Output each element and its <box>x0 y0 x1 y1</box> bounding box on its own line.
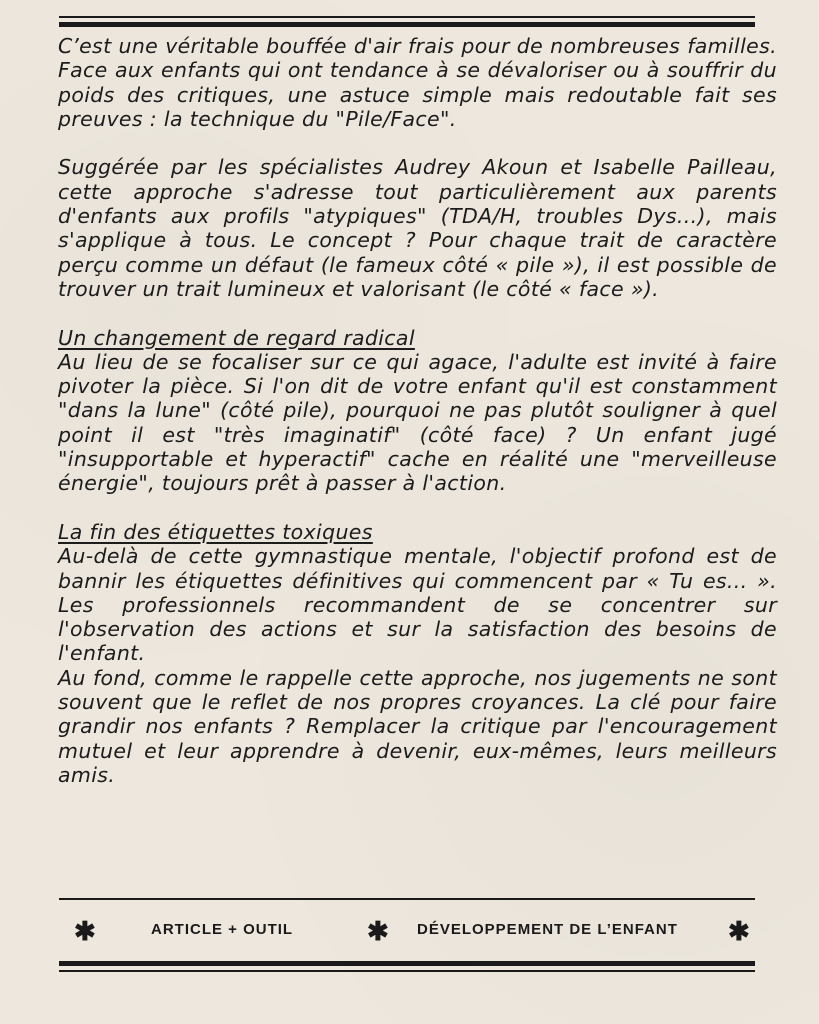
top-rule-thick <box>59 22 755 27</box>
article-body <box>58 34 777 787</box>
footer-tag-developpement: DÉVELOPPEMENT DE L’ENFANT <box>417 921 678 938</box>
section-heading-1: Un changement de regard radical <box>58 325 415 350</box>
section-1-body: Au lieu de se focaliser sur ce qui agace, l'adulte est invité à faire pivoter la pièce. Si l'on dit de votre enfant qu'il est constamment "dans la lune" (côté pile), pourquoi ne pas plutôt souligner à quel point il est "très imaginatif" (côté face) ? Un enfant jugé "insupportable et hyperactif" cache en réalité une "merveilleuse énergie", toujours prêt à passer à l'action. <box>58 349 777 496</box>
footer-rule-top <box>59 898 755 900</box>
intro-paragraph: C’est une véritable bouffée d'air frais pour de nombreuses familles. Face aux enfants qui ont tendance à se dévaloriser ou à souffrir du poids des critiques, une astuce simple mais redoutable fait ses preuves : la technique du "Pile/Face". <box>58 34 777 131</box>
footer-rule-thick <box>59 961 755 966</box>
section-2-body-1: Au-delà de cette gymnastique mentale, l'objectif profond est de bannir les étiquettes définitives qui commencent par « Tu es... ». Les professionnels recommandent de se concentrer sur l'observation des actions et sur la satisfaction des besoins de l'enfant. <box>58 544 777 666</box>
footer-tag-article-outil: ARTICLE + OUTIL <box>151 921 294 938</box>
footer-rule-thin <box>59 970 755 972</box>
paragraph-2: Suggérée par les spécialistes Audrey Akoun et Isabelle Pailleau, cette approche s'adresse tout particulièrement aux parents d'enfants aux profils "atypiques" (TDA/H, troubles Dys...), mais s'applique à tous. Le concept ? Pour chaque trait de caractère perçu comme un défaut (le fameux côté « pile »), il est possible de trouver un trait lumineux et valorisant (le côté « face »). <box>58 155 777 301</box>
section-2-body-2: Au fond, comme le rappelle cette approche, nos jugements ne sont souvent que le reflet de nos propres croyances. La clé pour faire grandir nos enfants ? Remplacer la critique par l'encouragement mutuel et leur apprendre à devenir, eux-mêmes, leurs meilleurs amis. <box>58 665 777 787</box>
asterisk-icon: ✱ <box>74 916 97 946</box>
top-rule-thin <box>59 16 755 18</box>
section-heading-2: La fin des étiquettes toxiques <box>58 519 373 544</box>
asterisk-icon: ✱ <box>367 916 390 946</box>
asterisk-icon: ✱ <box>728 916 751 946</box>
footer-tags <box>59 918 755 946</box>
